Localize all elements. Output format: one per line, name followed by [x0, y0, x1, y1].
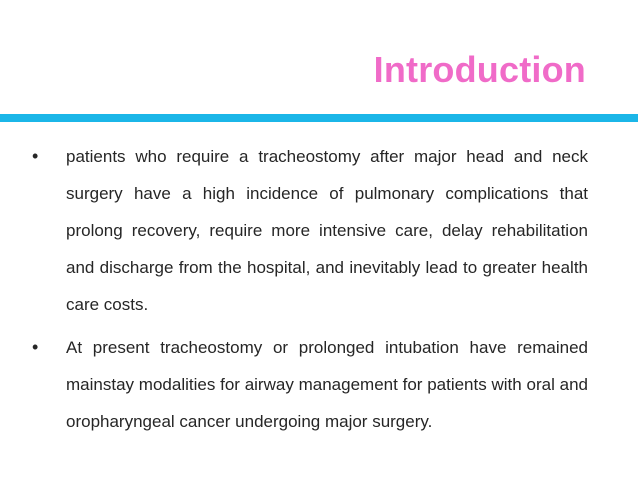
bullet-marker: • [32, 146, 39, 166]
bullet-item [30, 329, 588, 440]
bullet-item [30, 138, 588, 323]
bullet-marker: • [32, 337, 39, 357]
bullet-list [30, 138, 588, 446]
slide-title: Introduction [373, 49, 586, 90]
title-divider [0, 114, 638, 122]
bullet-text: At present tracheostomy or prolonged intubation have remained mainstay modalities for airway management for patients with oral and oropharyngeal cancer undergoing major surgery. [66, 338, 588, 431]
bullet-text: patients who require a tracheostomy after major head and neck surgery have a high incidence of pulmonary complications that prolong recovery, require more intensive care, delay rehabilitation and discharge from the hospital, and inevitably lead to greater health care costs. [66, 147, 588, 314]
